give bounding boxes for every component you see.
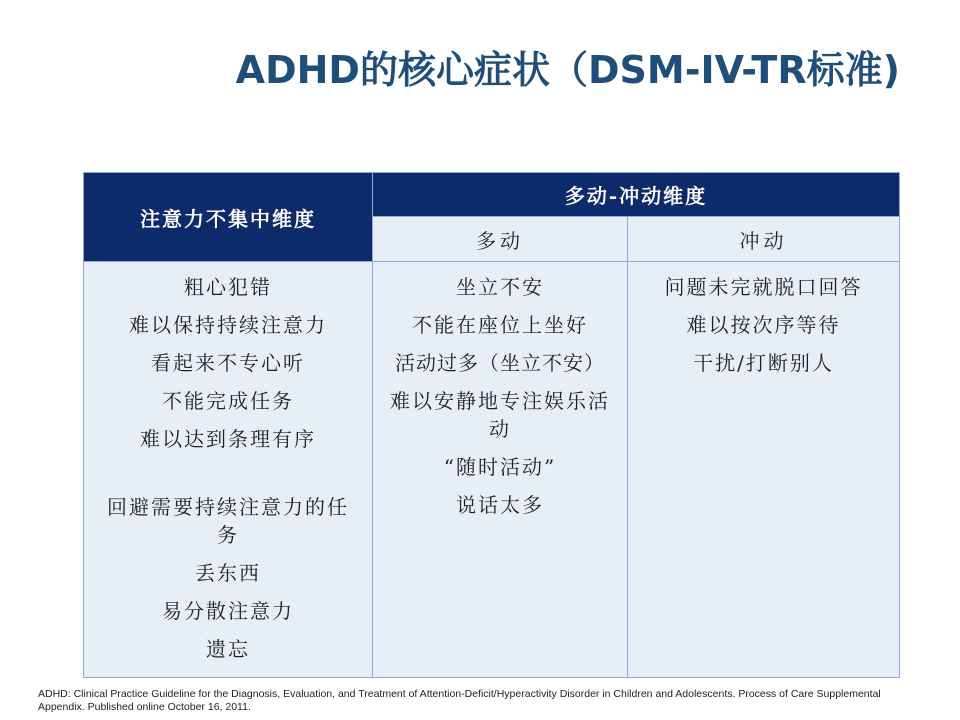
list-item: 易分散注意力 [162,599,294,623]
impulsivity-list [628,262,899,382]
hyperactivity-cell [373,262,628,678]
list-item: 不能在座位上坐好 [412,313,588,337]
list-item: 粗心犯错 [184,275,272,299]
inattention-cell [84,262,373,678]
list-item: 问题未完就脱口回答 [664,275,863,299]
header-inattention: 注意力不集中维度 [84,173,373,262]
list-item: 不能完成任务 [162,389,294,413]
header-impulsivity: 冲动 [628,217,900,262]
footnote-citation: ADHD: Clinical Practice Guideline for the Diagnosis, Evaluation, and Treatment of Attention-Deficit/Hyperactivity Disorder in Children and Adolescents. Process of Care Supplemental Appendix. Published online October 16, 2011. [38,688,881,713]
list-item: 回避需要持续注意力的任务 [107,495,349,547]
impulsivity-cell [628,262,900,678]
list-item: 坐立不安 [456,275,544,299]
list-item: 遗忘 [206,637,250,661]
symptoms-table-container [83,172,899,678]
list-item: 难以保持持续注意力 [129,313,327,337]
list-item: 难以达到条理有序 [140,427,316,451]
list-item: 难以安静地专注娱乐活动 [390,389,610,441]
header-hyperactivity-impulsivity: 多动-冲动维度 [373,173,900,217]
list-item: 活动过多（坐立不安） [395,351,605,375]
symptoms-table [83,172,900,678]
inattention-list [84,262,372,668]
hyperactivity-list [373,262,627,524]
list-item: “随时活动” [443,455,557,479]
list-item: 说话太多 [456,493,544,517]
list-item: 难以按次序等待 [686,313,841,337]
list-item: 干扰/打断别人 [693,351,834,375]
list-item: 丢东西 [195,561,261,585]
list-item: 看起来不专心听 [151,351,305,375]
slide-title: ADHD的核心症状（DSM-IV-TR标准) [235,48,900,92]
header-hyperactivity: 多动 [373,217,628,262]
